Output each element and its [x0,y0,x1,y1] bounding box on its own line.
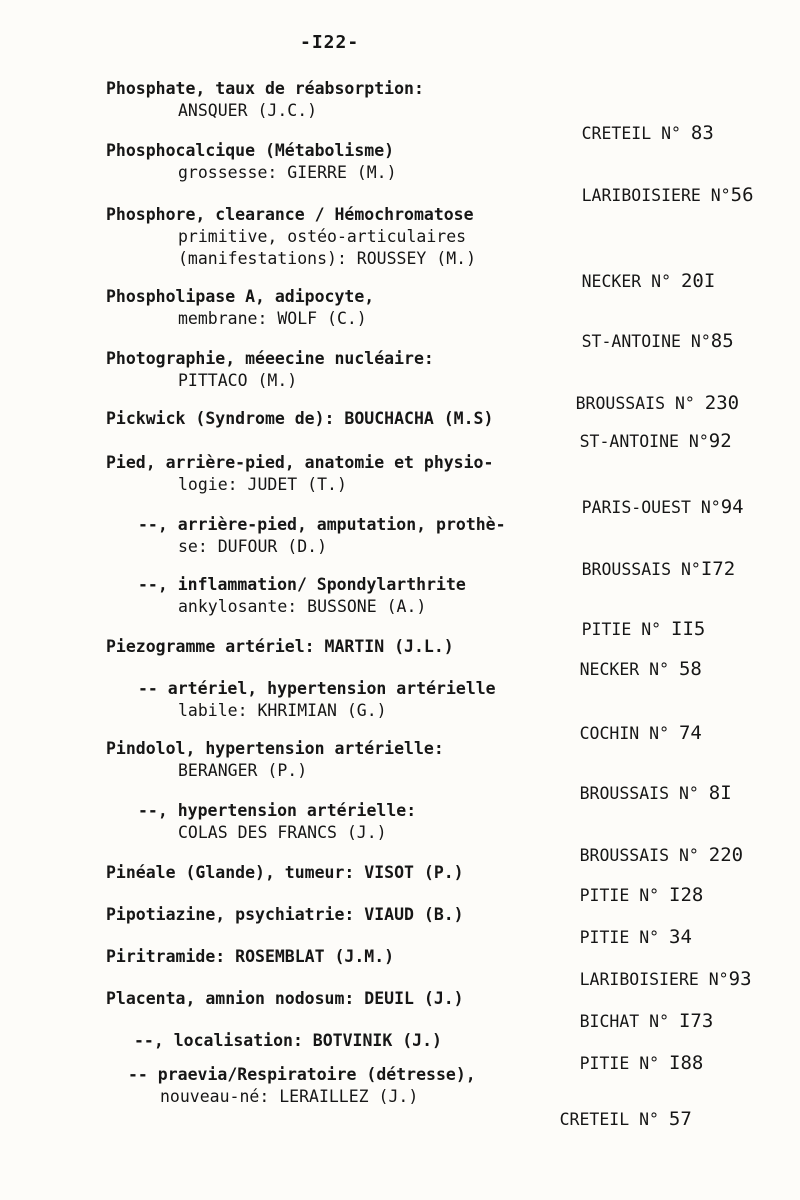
hospital-name: BROUSSAIS N° [579,846,699,865]
entry-line: --, inflammation/ Spondylarthrite [138,575,466,594]
entry-line: -- artériel, hypertension artérielle [138,679,496,698]
entry-line: Piritramide: ROSEMBLAT (J.M.) [106,947,395,966]
entry-line: --, hypertension artérielle: [138,801,417,820]
hospital-name: BROUSSAIS N° [575,394,695,413]
thesis-number: 58 [678,658,702,680]
thesis-number: 34 [669,926,692,948]
hospital-name: BICHAT N° [579,1012,670,1031]
entry-line: ANSQUER (J.C.) [178,101,318,120]
entry-reference [522,536,735,603]
entry-reference [522,308,734,375]
entry-line: nouveau-né: LERAILLEZ (J.) [160,1087,419,1106]
entry-line: Phosphore, clearance / Hémochromatose [106,205,474,224]
hospital-name: NECKER N° [581,272,672,291]
entry-line: Piezogramme artériel: MARTIN (J.L.) [106,637,454,656]
hospital-name: PITIE N° [579,1054,660,1073]
entry-line: Pipotiazine, psychiatrie: VIAUD (B.) [106,905,464,924]
entry-line: primitive, ostéo-articulaires [178,227,467,246]
entry-line: BERANGER (P.) [178,761,308,780]
entry-line: Phosphate, taux de réabsorption: [106,79,424,98]
hospital-name: LARIBOISIERE N° [581,186,731,205]
thesis-number: 230 [704,392,740,414]
thesis-number: 92 [708,430,732,452]
thesis-number: 85 [710,330,734,352]
entry-line: Phosphocalcique (Métabolisme) [106,141,395,160]
page-number: -I22- [300,32,360,53]
thesis-number: II5 [671,618,706,640]
entry-reference [520,636,702,703]
entry-reference [500,1086,692,1153]
hospital-name: PITIE N° [581,620,662,639]
entry-reference [522,100,714,167]
entry-line: grossesse: GIERRE (M.) [178,163,397,182]
thesis-number: 220 [708,844,744,866]
hospital-name: BROUSSAIS N° [579,784,699,803]
entry-reference [520,408,732,475]
entry-line: Pinéale (Glande), tumeur: VISOT (P.) [106,863,464,882]
thesis-number: I73 [678,1010,714,1032]
entry-line: Pindolol, hypertension artérielle: [106,739,444,758]
thesis-number: 20I [680,270,716,292]
thesis-number: 93 [728,968,752,990]
thesis-number: 83 [690,122,714,144]
entry-line: (manifestations): ROUSSEY (M.) [178,249,477,268]
thesis-number: I28 [669,884,704,906]
thesis-number: 56 [730,184,754,206]
entry-reference [522,474,744,541]
entry-line: --, arrière-pied, amputation, prothè- [138,515,506,534]
hospital-name: PITIE N° [579,886,660,905]
hospital-name: ST-ANTOINE N° [581,332,711,351]
thesis-number: I88 [669,1052,704,1074]
entry-line: labile: KHRIMIAN (G.) [178,701,387,720]
entry-line: -- praevia/Respiratoire (détresse), [128,1065,476,1084]
entry-line: Photographie, méeecine nucléaire: [106,349,434,368]
entry-reference [522,248,715,315]
hospital-name: LARIBOISIERE N° [579,970,729,989]
entry-line: Pied, arrière-pied, anatomie et physio- [106,453,494,472]
entry-reference [520,760,732,827]
thesis-number: 57 [668,1108,692,1130]
thesis-number: I72 [700,558,736,580]
entry-line: logie: JUDET (T.) [178,475,347,494]
entry-line: Placenta, amnion nodosum: DEUIL (J.) [106,989,464,1008]
hospital-name: NECKER N° [579,660,670,679]
thesis-number: 94 [720,496,744,518]
hospital-name: CRETEIL N° [581,124,681,143]
entry-reference [522,162,754,229]
entry-line: --, localisation: BOTVINIK (J.) [134,1031,442,1050]
entry-reference [520,700,702,767]
entry-line: membrane: WOLF (C.) [178,309,367,328]
thesis-number: 74 [678,722,702,744]
hospital-name: PARIS-OUEST N° [581,498,721,517]
entry-line: Pickwick (Syndrome de): BOUCHACHA (M.S) [106,409,494,428]
entry-line: se: DUFOUR (D.) [178,537,328,556]
entry-line: COLAS DES FRANCS (J.) [178,823,387,842]
entry-line: ankylosante: BUSSONE (A.) [178,597,427,616]
entry-line: Phospholipase A, adipocyte, [106,287,375,306]
thesis-number: 8I [708,782,732,804]
hospital-name: PITIE N° [579,928,660,947]
entry-line: PITTACO (M.) [178,371,298,390]
hospital-name: COCHIN N° [579,724,670,743]
hospital-name: ST-ANTOINE N° [579,432,709,451]
hospital-name: CRETEIL N° [559,1110,659,1129]
hospital-name: BROUSSAIS N° [581,560,701,579]
